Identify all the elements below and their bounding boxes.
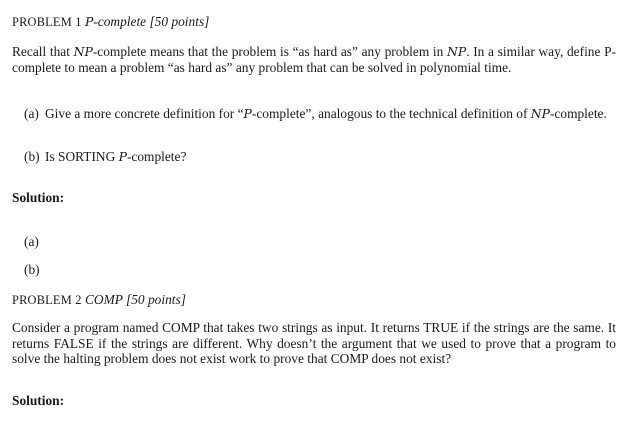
part-b-text: Is SORTING P-complete?: [45, 149, 187, 164]
statement-text: . In a similar way, define P-complete to mean a problem “as hard as” any problem that can be solved in polynomial time.: [12, 44, 617, 75]
problem-1-title: [85, 14, 209, 29]
problem-1-statement: [12, 44, 616, 75]
problem-2-title: COMP [50 points]: [84, 292, 186, 307]
answer-b-label: (b): [24, 262, 40, 277]
calligraphic-np: NP: [447, 44, 467, 59]
solution-2-label: Solution:: [12, 393, 65, 408]
problem-1-part-b: [24, 149, 614, 165]
problem-2-header: [12, 292, 186, 309]
problem-2-number: PROBLEM 2: [12, 293, 82, 307]
answer-a-label: (a): [24, 234, 39, 249]
part-a-label: (a): [24, 106, 39, 121]
calligraphic-p: P: [84, 14, 94, 29]
problem-1-title-rest: -complete [50 points]: [93, 14, 210, 29]
problem-1-number: PROBLEM 1: [12, 15, 82, 29]
part-a-text: Give a more concrete definition for “P-complete”, analogous to the technical definition of NP-complete.: [45, 106, 607, 121]
calligraphic-np: NP: [73, 44, 93, 59]
part-b-label: (b): [24, 149, 40, 164]
problem-2-statement: Consider a program named COMP that takes two strings as input. It returns TRUE if the strings are the same. It returns FALSE if the strings are different. Why doesn’t the argument that we used to prove that a program to solve the halting problem does not exist work to prove that COMP does not exist?: [12, 320, 616, 366]
statement-text: Recall that: [12, 44, 74, 59]
problem-1-header: [12, 14, 209, 31]
solution-1-label: Solution:: [12, 190, 65, 205]
statement-text: -complete means that the problem is “as hard as” any problem in: [92, 44, 447, 59]
problem-1-part-a: [24, 106, 614, 122]
